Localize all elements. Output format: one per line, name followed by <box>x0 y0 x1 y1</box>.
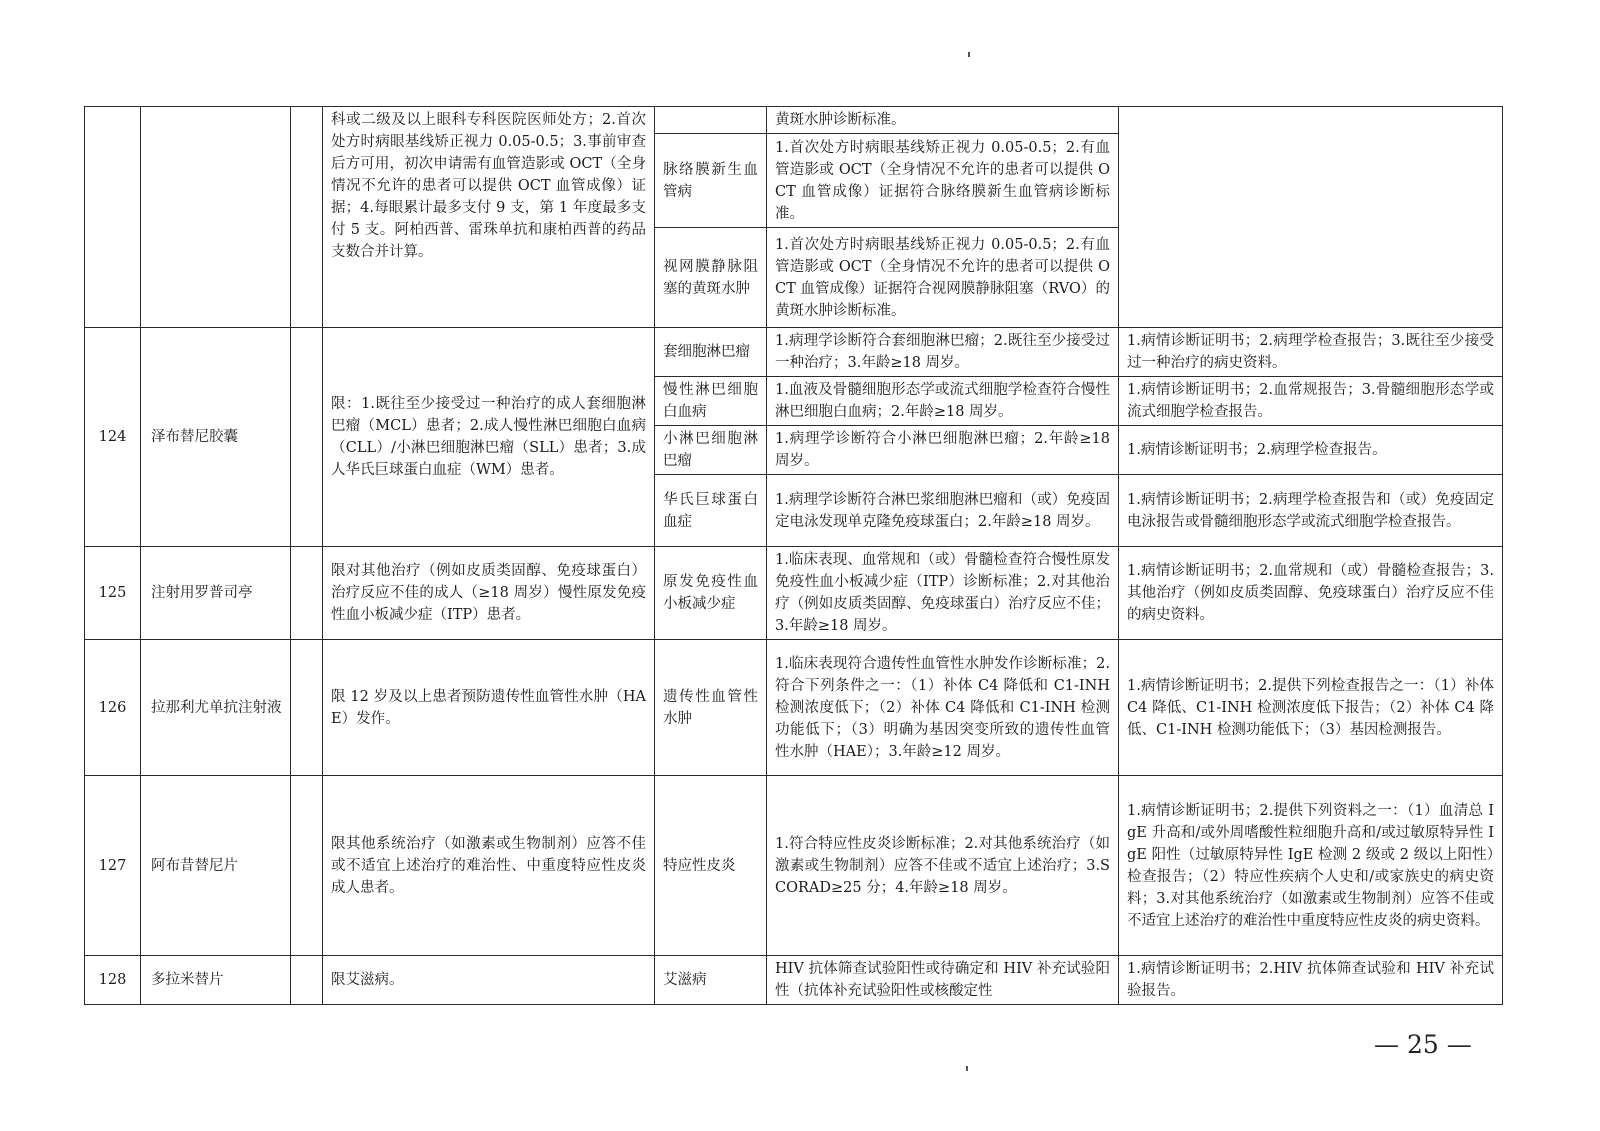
drug-name: 拉那利尤单抗注射液 <box>141 640 291 776</box>
row-number <box>85 107 141 328</box>
indication-criteria: 1.首次处方时病眼基线矫正视力 0.05-0.5；2.有血管造影或 OCT（全身情况不允许的患者可以提供 OCT 血管成像）证据符合视网膜静脉阻塞（RVO）的黄斑水肿诊断标准。 <box>767 228 1119 328</box>
indication-disease: 华氏巨球蛋白血症 <box>655 475 767 547</box>
indication-criteria: 1.临床表现符合遗传性血管性水肿发作诊断标准；2.符合下列条件之一：（1）补体 C4 降低和 C1-INH 检测浓度低下；（2）补体 C4 降低和 C1-INH 检测功能低下；（3）明确为基因突变所致的遗传性血管性水肿（HAE）；3.年龄≥12 周岁。 <box>767 640 1119 776</box>
page-number: — 25 — <box>1374 1030 1472 1059</box>
table-row <box>85 640 1503 776</box>
drug-name <box>141 107 291 328</box>
drug-name: 多拉米替片 <box>141 956 291 1005</box>
indication-criteria: 1.血液及骨髓细胞形态学或流式细胞学检查符合慢性淋巴细胞白血病；2.年龄≥18 周岁。 <box>767 377 1119 426</box>
indication-criteria: 黄斑水肿诊断标准。 <box>767 107 1119 134</box>
row-number: 124 <box>85 328 141 547</box>
required-materials: 1.病情诊断证明书；2.提供下列资料之一：（1）血清总 IgE 升高和/或外周嗜酸性粒细胞升高和/或过敏原特异性 IgE 阳性（过敏原特异性 IgE 检测 2 级或 2 级以上阳性）检查报告；（2）特应性疾病个人史和/或家族史的病史资料；3.对其他系统治疗（如激素或生物制剂）应答不佳或不适宜上述治疗的难治性中重度特应性皮炎的病史资料。 <box>1119 776 1503 956</box>
indication-disease: 套细胞淋巴瘤 <box>655 328 767 377</box>
drug-payment-table <box>84 106 1503 1005</box>
table-row <box>85 328 1503 377</box>
row-number: 128 <box>85 956 141 1005</box>
indication-disease <box>655 107 767 134</box>
indication-disease: 脉络膜新生血管病 <box>655 134 767 228</box>
required-materials <box>1119 107 1503 328</box>
indication-disease: 视网膜静脉阻塞的黄斑水肿 <box>655 228 767 328</box>
payment-limit: 限对其他治疗（例如皮质类固醇、免疫球蛋白）治疗反应不佳的成人（≥18 周岁）慢性原发免疫性血小板减少症（ITP）患者。 <box>323 547 655 640</box>
drug-category <box>291 328 323 547</box>
table-row <box>85 956 1503 1005</box>
drug-name: 阿布昔替尼片 <box>141 776 291 956</box>
required-materials: 1.病情诊断证明书；2.HIV 抗体筛查试验和 HIV 补充试验报告。 <box>1119 956 1503 1005</box>
payment-limit: 限：1.既往至少接受过一种治疗的成人套细胞淋巴瘤（MCL）患者；2.成人慢性淋巴细胞白血病（CLL）/小淋巴细胞淋巴瘤（SLL）患者；3.成人华氏巨球蛋白血症（WM）患者。 <box>323 328 655 547</box>
payment-limit: 限艾滋病。 <box>323 956 655 1005</box>
table-row <box>85 107 1503 134</box>
drug-category <box>291 107 323 328</box>
required-materials: 1.病情诊断证明书；2.病理学检查报告；3.既往至少接受过一种治疗的病史资料。 <box>1119 328 1503 377</box>
row-number: 127 <box>85 776 141 956</box>
row-number: 125 <box>85 547 141 640</box>
indication-disease: 遗传性血管性水肿 <box>655 640 767 776</box>
drug-category <box>291 956 323 1005</box>
drug-name: 泽布替尼胶囊 <box>141 328 291 547</box>
indication-disease: 小淋巴细胞淋巴瘤 <box>655 426 767 475</box>
row-number: 126 <box>85 640 141 776</box>
drug-category <box>291 547 323 640</box>
indication-criteria: 1.病理学诊断符合淋巴浆细胞淋巴瘤和（或）免疫固定电泳发现单克隆免疫球蛋白；2.年龄≥18 周岁。 <box>767 475 1119 547</box>
indication-criteria: 1.临床表现、血常规和（或）骨髓检查符合慢性原发免疫性血小板减少症（ITP）诊断标准；2.对其他治疗（例如皮质类固醇、免疫球蛋白）治疗反应不佳；3.年龄≥18 周岁。 <box>767 547 1119 640</box>
drug-name: 注射用罗普司亭 <box>141 547 291 640</box>
required-materials: 1.病情诊断证明书；2.血常规报告；3.骨髓细胞形态学或流式细胞学检查报告。 <box>1119 377 1503 426</box>
scan-mark <box>968 52 970 57</box>
indication-criteria: 1.病理学诊断符合小淋巴细胞淋巴瘤；2.年龄≥18 周岁。 <box>767 426 1119 475</box>
payment-limit: 限 12 岁及以上患者预防遗传性血管性水肿（HAE）发作。 <box>323 640 655 776</box>
required-materials: 1.病情诊断证明书；2.病理学检查报告和（或）免疫固定电泳报告或骨髓细胞形态学或流式细胞学检查报告。 <box>1119 475 1503 547</box>
required-materials: 1.病情诊断证明书；2.提供下列检查报告之一：（1）补体 C4 降低、C1-INH 检测浓度低下报告；（2）补体 C4 降低、C1-INH 检测功能低下；（3）基因检测报告。 <box>1119 640 1503 776</box>
payment-limit: 限其他系统治疗（如激素或生物制剂）应答不佳或不适宜上述治疗的难治性、中重度特应性皮炎成人患者。 <box>323 776 655 956</box>
indication-disease: 慢性淋巴细胞白血病 <box>655 377 767 426</box>
required-materials: 1.病情诊断证明书；2.病理学检查报告。 <box>1119 426 1503 475</box>
indication-disease: 特应性皮炎 <box>655 776 767 956</box>
required-materials: 1.病情诊断证明书；2.血常规和（或）骨髓检查报告；3.其他治疗（例如皮质类固醇、免疫球蛋白）治疗反应不佳的病史资料。 <box>1119 547 1503 640</box>
table-row <box>85 776 1503 956</box>
indication-criteria: 1.首次处方时病眼基线矫正视力 0.05-0.5；2.有血管造影或 OCT（全身情况不允许的患者可以提供 OCT 血管成像）证据符合脉络膜新生血管病诊断标准。 <box>767 134 1119 228</box>
indication-criteria: 1.符合特应性皮炎诊断标准；2.对其他系统治疗（如激素或生物制剂）应答不佳或不适宜上述治疗；3.SCORAD≥25 分；4.年龄≥18 周岁。 <box>767 776 1119 956</box>
indication-criteria: 1.病理学诊断符合套细胞淋巴瘤；2.既往至少接受过一种治疗；3.年龄≥18 周岁。 <box>767 328 1119 377</box>
scan-mark <box>966 1066 968 1071</box>
indication-disease: 原发免疫性血小板减少症 <box>655 547 767 640</box>
indication-disease: 艾滋病 <box>655 956 767 1005</box>
payment-limit: 科或二级及以上眼科专科医院医师处方；2.首次处方时病眼基线矫正视力 0.05-0.5；3.事前审查后方可用，初次申请需有血管造影或 OCT（全身情况不允许的患者可以提供 OCT 血管成像）证据；4.每眼累计最多支付 9 支，第 1 年度最多支付 5 支。阿柏西普、雷珠单抗和康柏西普的药品支数合并计算。 <box>323 107 655 328</box>
drug-category <box>291 640 323 776</box>
table-row <box>85 547 1503 640</box>
drug-category <box>291 776 323 956</box>
indication-criteria: HIV 抗体筛查试验阳性或待确定和 HIV 补充试验阳性（抗体补充试验阳性或核酸定性 <box>767 956 1119 1005</box>
